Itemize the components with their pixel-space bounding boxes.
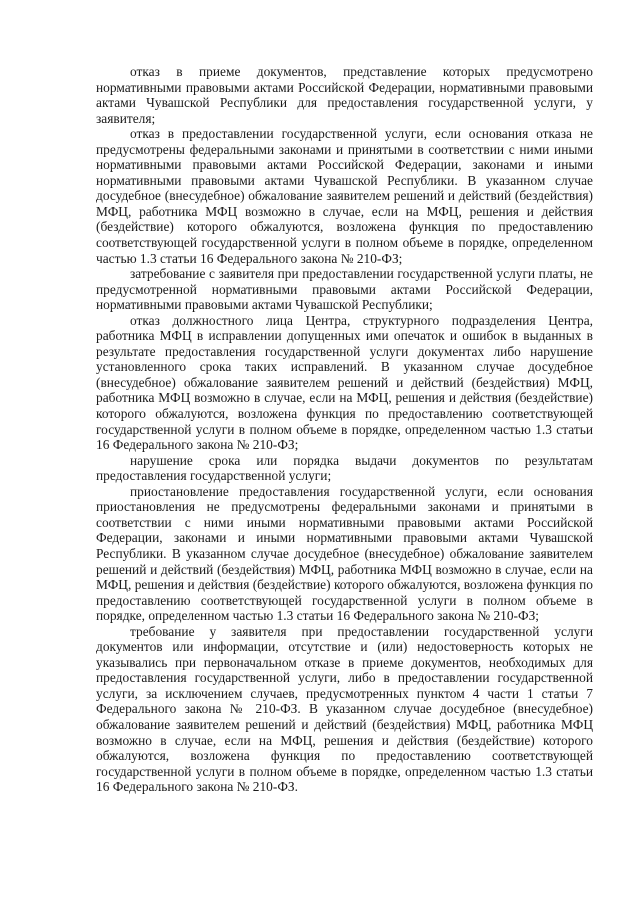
- paragraph-demand-for-documents: требование у заявителя при предоставлении государственной услуги документов или информации, отсутствие и (или) недостоверность которых не указывались при первоначальном отказе в приеме документов, необходимых для предоставления государственной услуги, либо в предоставлении государственной услуги, за исключением случаев, предусмотренных пунктом 4 части 1 статьи 7 Федерального закона № 210-ФЗ. В указанном случае досудебное (внесудебное) обжалование заявителем решений и действий (бездействия) МФЦ, работника МФЦ возможно в случае, если на МФЦ, решения и действия (бездействие) которого обжалуются, возложена функция по предоставлению соответствующей государственной услуги в полном объеме в порядке, определенном частью 1.3 статьи 16 Федерального закона № 210-ФЗ.: [96, 623, 593, 795]
- paragraph-demand-for-payment: затребование с заявителя при предоставлении государственной услуги платы, не предусмотренной нормативными правовыми актами Российской Федерации, нормативными правовыми актами Чувашской Республики;: [96, 266, 593, 313]
- paragraph-violation-of-deadline: нарушение срока или порядка выдачи документов по результатам предоставления государственной услуги;: [96, 452, 593, 484]
- document-page: [96, 64, 593, 795]
- paragraph-refusal-to-correct-errors: отказ должностного лица Центра, структурного подразделения Центра, работника МФЦ в исправлении допущенных ими опечаток и ошибок в выданных в результате предоставления государственной услуги документах либо нарушение установленного срока таких исправлений. В указанном случае досудебное (внесудебное) обжалование заявителем решений и действий (бездействия) МФЦ, работника МФЦ возможно в случае, если на МФЦ, решения и действия (бездействие) которого обжалуются, возложена функция по предоставлению соответствующей государственной услуги в полном объеме в порядке, определенном частью 1.3 статьи 16 Федерального закона № 210-ФЗ;: [96, 312, 593, 453]
- paragraph-refusal-to-accept-documents: отказ в приеме документов, представление которых предусмотрено нормативными правовыми актами Российской Федерации, нормативными правовыми актами Чувашской Республики для предоставления государственной услуги, у заявителя;: [96, 64, 593, 126]
- paragraph-refusal-to-provide-service: отказ в предоставлении государственной услуги, если основания отказа не предусмотрены федеральными законами и принятыми в соответствии с ними иными нормативными правовыми актами Российской Федерации, законами и иными нормативными правовыми актами Чувашской Республики. В указанном случае досудебное (внесудебное) обжалование заявителем решений и действий (бездействия) МФЦ, работника МФЦ возможно в случае, если на МФЦ, решения и действия (бездействие) которого обжалуются, возложена функция по предоставлению соответствующей государственной услуги в полном объеме в порядке, определенном частью 1.3 статьи 16 Федерального закона № 210-ФЗ;: [96, 126, 593, 266]
- paragraph-suspension-of-service: приостановление предоставления государственной услуги, если основания приостановления не предусмотрены федеральными законами и принятыми в соответствии с ними иными нормативными правовыми актами Российской Федерации, законами и иными нормативными правовыми актами Чувашской Республики. В указанном случае досудебное (внесудебное) обжалование заявителем решений и действий (бездействия) МФЦ, работника МФЦ возможно в случае, если на МФЦ, решения и действия (бездействие) которого обжалуются, возложена функция по предоставлению соответствующей государственной услуги в полном объеме в порядке, определенном частью 1.3 статьи 16 Федерального закона № 210-ФЗ;: [96, 483, 593, 624]
